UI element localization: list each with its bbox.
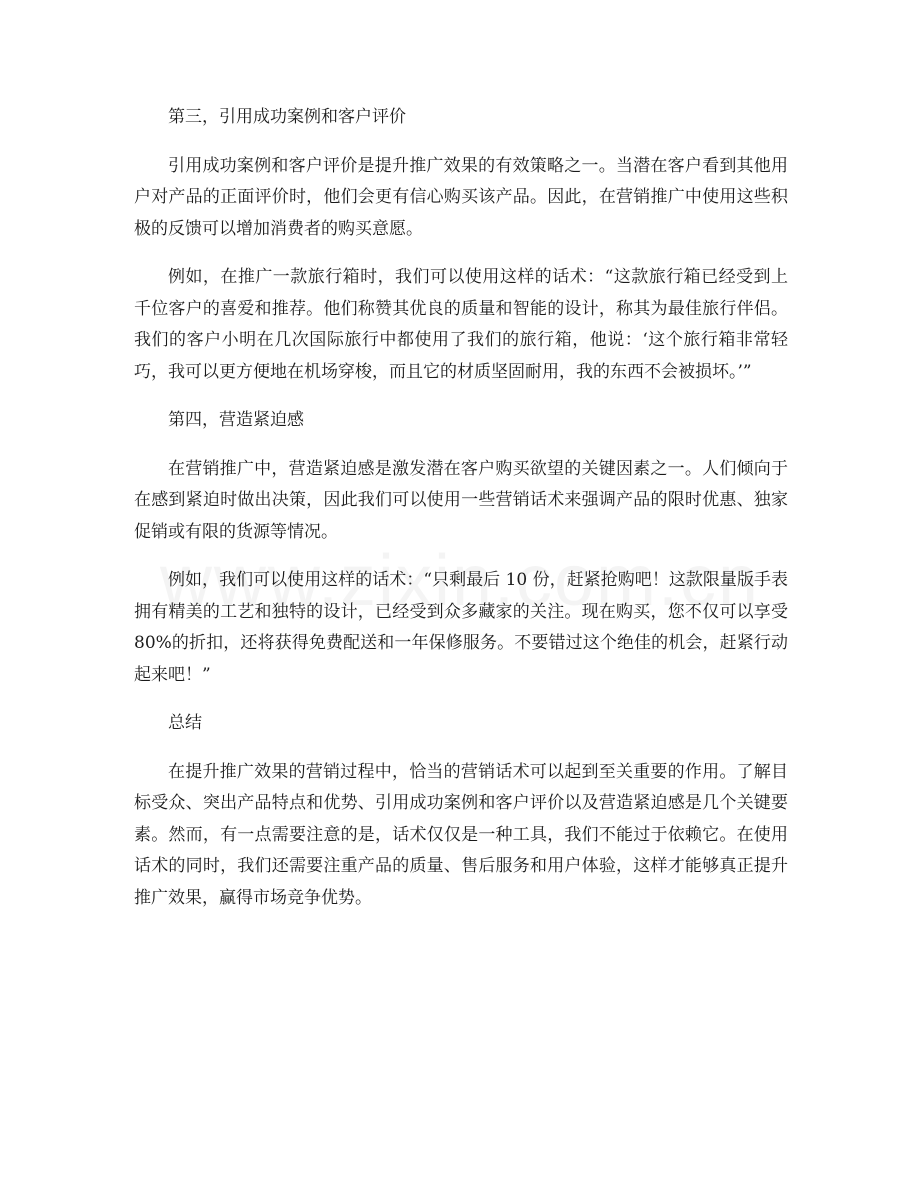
section-heading-summary: 总结	[168, 713, 202, 733]
paragraph-case-studies-intro: 引用成功案例和客户评价是提升推广效果的有效策略之一。当潜在客户看到其他用户对产品的正面评价时，他们会更有信心购买该产品。因此，在营销推广中使用这些积极的反馈可以增加消费者的购买意愿。	[134, 155, 788, 239]
section-heading-case-studies: 第三，引用成功案例和客户评价	[168, 107, 406, 127]
paragraph-summary: 在提升推广效果的营销过程中，恰当的营销话术可以起到至关重要的作用。了解目标受众、突出产品特点和优势、引用成功案例和客户评价以及营造紧迫感是几个关键要素。然而，有一点需要注意的是，话术仅仅是一种工具，我们不能过于依赖它。在使用话术的同时，我们还需要注重产品的质量、售后服务和用户体验，这样才能够真正提升推广效果，赢得市场竞争优势。	[134, 761, 788, 908]
paragraph-watch-example: 例如，我们可以使用这样的话术：“只剩最后 10 份，赶紧抢购吧！这款限量版手表拥有精美的工艺和独特的设计，已经受到众多藏家的关注。现在购买，您不仅可以享受 80%的折扣，还将获得免费配送和一年保修服务。不要错过这个绝佳的机会，赶紧行动起来吧！”	[134, 570, 788, 685]
section-heading-urgency: 第四，营造紧迫感	[168, 410, 304, 430]
paragraph-urgency-intro: 在营销推广中，营造紧迫感是激发潜在客户购买欲望的关键因素之一。人们倾向于在感到紧迫时做出决策，因此我们可以使用一些营销话术来强调产品的限时优惠、独家促销或有限的货源等情况。	[134, 458, 788, 542]
document-body	[134, 102, 788, 931]
paragraph-luggage-example: 例如，在推广一款旅行箱时，我们可以使用这样的话术：“这款旅行箱已经受到上千位客户的喜爱和推荐。他们称赞其优良的质量和智能的设计，称其为最佳旅行伴侣。我们的客户小明在几次国际旅行中都使用了我们的旅行箱，他说：‘这个旅行箱非常轻巧，我可以更方便地在机场穿梭，而且它的材质坚固耐用，我的东西不会被损坏。’”	[134, 267, 788, 382]
